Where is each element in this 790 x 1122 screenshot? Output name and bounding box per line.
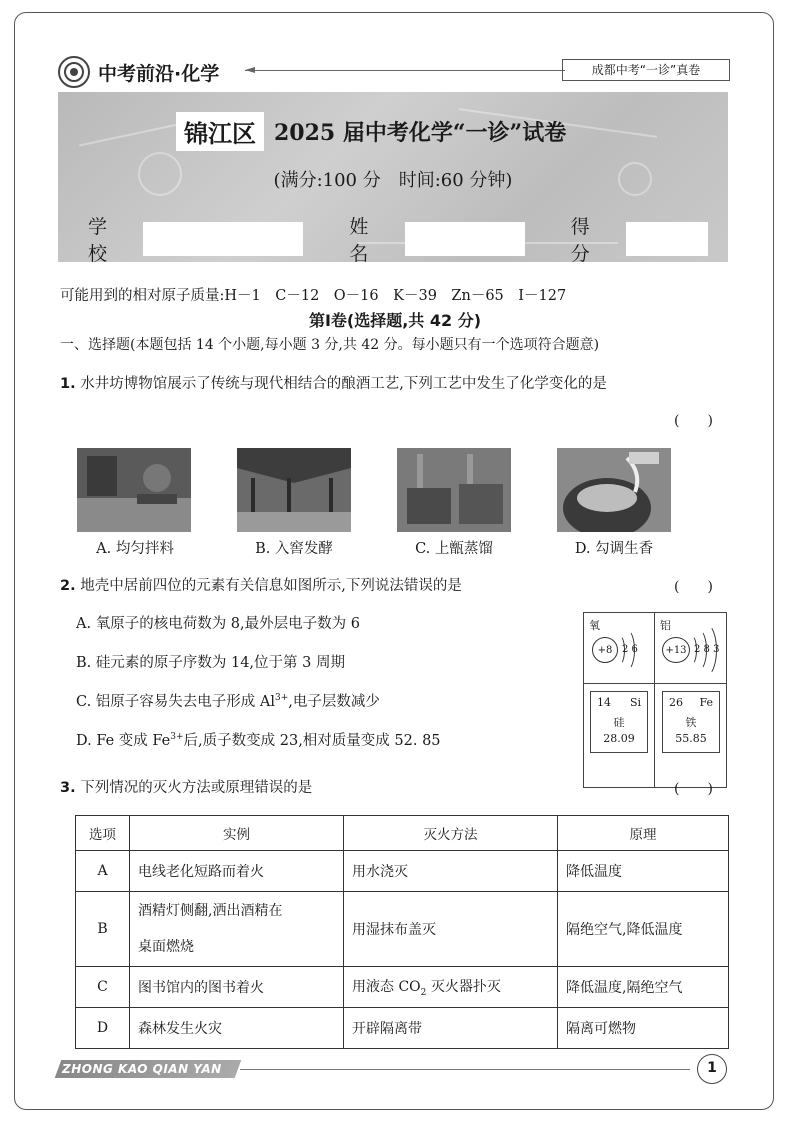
banner-title-row xyxy=(176,112,566,151)
question-1 xyxy=(60,372,607,393)
school-label: 学校 xyxy=(88,216,116,262)
answer-paren-1: ( ) xyxy=(674,413,713,429)
q1-option-b: B. 入窖发酵 xyxy=(255,541,333,557)
brand-logo-icon xyxy=(58,56,90,88)
question-3-text: 下列情况的灭火方法或原理错误的是 xyxy=(80,780,313,796)
question-2 xyxy=(60,574,462,595)
student-info-fields xyxy=(88,212,708,262)
q2-option-a: A. 氧原子的核电荷数为 8,最外层电子数为 6 xyxy=(76,616,360,632)
header-principle: 原理 xyxy=(558,816,729,851)
q1-option-a: A. 均匀拌料 xyxy=(96,541,174,557)
question-3 xyxy=(60,776,312,797)
footer-brand: ZHONG KAO QIAN YAN xyxy=(62,1062,222,1076)
table-row: D 森林发生火灾 开辟隔离带 隔离可燃物 xyxy=(76,1008,729,1049)
brand xyxy=(58,56,219,88)
title-banner xyxy=(58,92,728,262)
header-rule xyxy=(245,70,565,71)
silicon-cell: 14 Si 硅 28.09 xyxy=(590,691,648,753)
footer-rule xyxy=(240,1069,690,1070)
photo-distillation xyxy=(397,448,511,532)
iron-cell: 26 Fe 铁 55.85 xyxy=(662,691,720,753)
answer-paren-3: ( ) xyxy=(674,781,713,797)
score-input-box[interactable] xyxy=(626,222,708,256)
q1-option-c: C. 上甑蒸馏 xyxy=(415,541,493,557)
table-row: C 图书馆内的图书着火 用液态 $CO_2$ 灭火器扑灭 降低温度,隔绝空气 xyxy=(76,967,729,1008)
question-1-number: 1. xyxy=(60,376,76,392)
section-instruction: 一、选择题(本题包括 14 个小题,每小题 3 分,共 42 分。每小题只有一个选项符合题意) xyxy=(60,337,600,353)
name-input-box[interactable] xyxy=(405,222,525,256)
table-row: A 电线老化短路而着火 用水浇灭 降低温度 xyxy=(76,851,729,892)
table-row: B 酒精灯侧翻,洒出酒精在 桌面燃烧 用湿抹布盖灭 隔绝空气,降低温度 xyxy=(76,892,729,967)
school-field xyxy=(88,212,303,262)
q2-option-b: B. 硅元素的原子序数为 14,位于第 3 周期 xyxy=(76,655,345,671)
page-number: 1 xyxy=(697,1054,727,1084)
header-method: 灭火方法 xyxy=(344,816,558,851)
question-2-number: 2. xyxy=(60,578,76,594)
answer-paren-2: ( ) xyxy=(674,579,713,595)
brand-title: 中考前沿·化学 xyxy=(98,62,220,85)
district-label: 锦江区 xyxy=(176,112,264,151)
question-3-number: 3. xyxy=(60,780,76,796)
fire-methods-table xyxy=(75,815,729,1049)
exam-subtitle: (满分:100 分 时间:60 分钟) xyxy=(273,170,513,191)
q2-option-d: D. Fe 变成 $Fe^{3+}$后,质子数变成 23,相对质量变成 52. 85 xyxy=(76,732,441,749)
score-label: 得分 xyxy=(570,216,598,262)
school-input-box[interactable] xyxy=(143,222,303,256)
oxygen-shells: 2 6 xyxy=(622,644,638,655)
section-title: 第Ⅰ卷(选择题,共 42 分) xyxy=(308,311,482,330)
atomic-masses: 可能用到的相对原子质量:H－1 C－12 O－16 K－39 Zn－65 I－127 xyxy=(60,288,567,304)
oxygen-nucleus: +8 xyxy=(592,637,618,663)
aluminum-nucleus: +13 xyxy=(662,637,690,663)
name-field xyxy=(349,212,524,262)
name-label: 姓名 xyxy=(349,216,377,262)
photo-mixing xyxy=(77,448,191,532)
question-1-text: 水井坊博物馆展示了传统与现代相结合的酿酒工艺,下列工艺中发生了化学变化的是 xyxy=(80,376,607,392)
aluminum-shells: 2 8 3 xyxy=(694,644,720,655)
exam-title: 2025 届中考化学“一诊”试卷 xyxy=(274,120,567,146)
header-example: 实例 xyxy=(130,816,344,851)
question-2-text: 地壳中居前四位的元素有关信息如图所示,下列说法错误的是 xyxy=(80,578,462,594)
photo-blending xyxy=(557,448,671,532)
table-header-row xyxy=(76,816,729,851)
score-field xyxy=(571,212,708,262)
photo-fermentation xyxy=(237,448,351,532)
q2-option-c: C. 铝原子容易失去电子形成 $Al^{3+}$,电子层数减少 xyxy=(76,693,380,710)
element-info-figure xyxy=(583,612,727,788)
aluminum-name: 铝 xyxy=(660,619,671,632)
q1-option-d: D. 勾调生香 xyxy=(574,541,654,557)
exam-tag: 成都中考“一诊”真卷 xyxy=(562,59,730,81)
header-option: 选项 xyxy=(76,816,130,851)
oxygen-name: 氧 xyxy=(589,619,600,632)
